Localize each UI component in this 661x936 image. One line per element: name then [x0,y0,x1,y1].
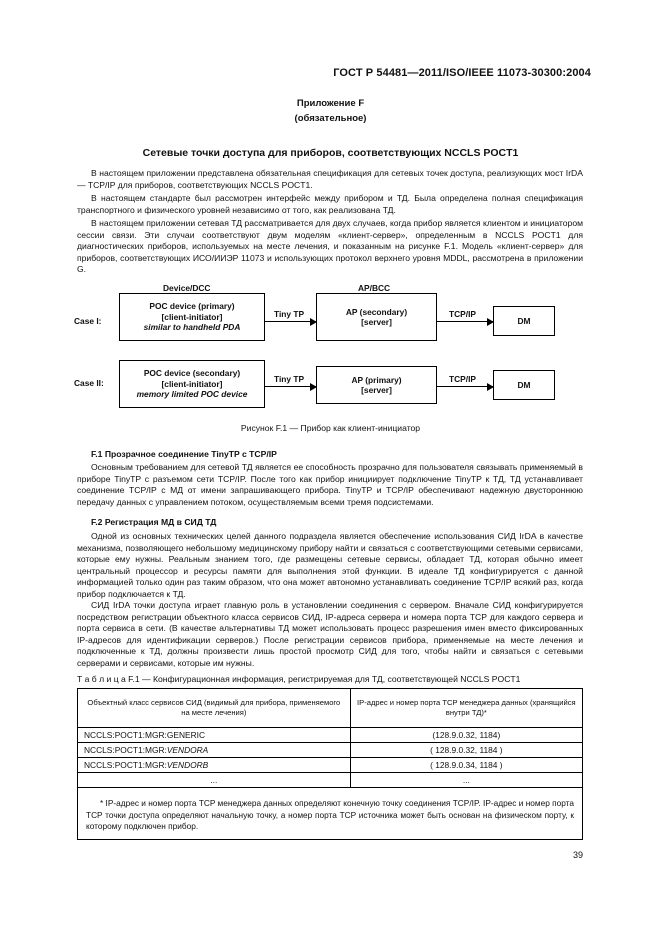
table-row [78,758,583,773]
case-2-device-note: memory limited POC device [136,389,248,400]
case-1-ap-box [316,293,437,341]
column-label-ap: AP/BCC [358,283,391,293]
case-1-ap-name: AP (secondary) [345,306,408,317]
case-1-label: Case I: [74,316,102,326]
case-2-tcpip-label: TCP/IP [449,374,476,384]
case-2-arrow-tcpip [437,386,493,387]
service-class-cell: ... [78,773,351,788]
case-1-device-role: [client-initiator] [161,311,223,322]
intro-paragraph-3: В настоящем приложении сетевая ТД рассматривается для двух случаев, когда прибор является клиентом и инициатором сессии связи. Эти случаи соответствуют двум моделям «клиент-сервер», определенным в NCCLS POCT1 для диагностических приборов, используемых на месте лечения, и показанным на рисунке F.1. Модель «клиент-сервер» для приборов, соответствующих ИСО/ИИЭР 11073 и использующих протокол верхнего уровня MDDL, рассмотрена в приложении G. [77,218,584,275]
section-f1-heading: F.1 Прозрачное соединение TinyTP с TCP/IP [91,449,277,459]
document-header: ГОСТ Р 54481—2011/ISO/IEEE 11073-30300:2004 [333,67,591,79]
ip-port-cell: (128.9.0.32, 1184) [350,728,582,743]
table-header-ip-port: IP-адрес и номер порта TCP менеджера данных (хранящийся внутри ТД)* [350,689,582,728]
figure-caption: Рисунок F.1 — Прибор как клиент-инициатор [240,423,421,433]
service-class-cell: NCCLS:POCT1:MGR:VENDORB [78,758,351,773]
case-1-dm-box [493,306,555,336]
case-2-tinytp-label: Tiny TP [274,374,305,384]
annex-status: (обязательное) [294,113,367,124]
case-2-dm-box [493,370,555,400]
config-table [77,688,583,840]
table-row [78,743,583,758]
table-header-row [78,689,583,728]
case-2-ap-role: [server] [361,385,392,395]
section-f2-paragraph-2: СИД IrDA точки доступа играет главную роль в установлении соединения с сервером. Вначале СИД конфигурируется посредством регистрации объектного класса сервисов СИД, IP-адреса сервера и номера порта TCP для каждого сервера и порта сервиса в сети. (В качестве альтернативы ТД может использовать процесс разрешения имен вместо фиксированных IP-адресов для идентификации серверов.) После регистрации сервисов прибора, применяемые на месте лечения и подключенные к ТД, должны произвести лишь простой просмотр СИД для того, чтобы найти и связаться с сетевыми серверами и сервисами, которые им нужны. [77,600,583,668]
page-number: 39 [572,850,583,860]
case-2-ap-box [316,366,437,404]
intro-paragraph-1: В настоящем приложении представлена обязательная спецификация для сетевых точек доступа, реализующих мост IrDA — TCP/IP для приборов, соответствующих NCCLS POCT1. [77,168,583,190]
section-f1-paragraph: Основным требованием для сетевой ТД является ее способность прозрачно для пользователя связывать применяемый в приборе TinyTP с разъемом сети TCP/IP. После того как прибор инициирует подключение TinyTP к ТД, ТД устанавливает соединение TCP/IP с МД от имени запрашивающего прибора. TinyTP и TCP/IP обеспечивают надежную двустороннюю передачу данных с управлением потоком, осуществляемым всеми тремя подсистемами. [77,462,583,507]
table-footnote: * IP-адрес и номер порта TCP менеджера данных определяют конечную точку соединения TCP/IP. IP-адрес и номер порта TCP точки доступа определяют начальную точку, а номер порта TCP источника может быть основан на физическом порту, к которому подключен прибор. [78,788,583,840]
section-f2-paragraph-1: Одной из основных технических целей данного подраздела является обеспечение использования СИД IrDA в качестве механизма, позволяющего небольшому медицинскому прибору найти и связаться с соответствующими сетевыми сервисами, которые ему нужны. Реальным знанием того, где размещены сетевые сервисы, обладает ТД, которая обычно имеет центральный процессор и ресурсы памяти для выполнения этой функции. В идеале ТД конфигурируется с данной информацией только один раз таким образом, что она может автономно устанавливать соединение TCP/IP всякий раз, когда прибор подключается к ТД. [77,531,583,599]
ip-port-cell: ... [350,773,582,788]
case-1-dm-label: DM [517,315,531,326]
case-2-device-name: POC device (secondary) [143,368,241,379]
table-title: Т а б л и ц а F.1 — Конфигурационная информация, регистрируемая для ТД, соответствующей NCCLS POCT1 [77,674,521,684]
case-1-device-box [119,293,265,341]
case-1-tcpip-label: TCP/IP [449,309,476,319]
section-f2-heading: F.2 Регистрация МД в СИД ТД [91,517,217,527]
case-1-tinytp-label: Tiny TP [274,309,305,319]
ip-port-cell: ( 128.9.0.34, 1184 ) [350,758,582,773]
table-row [78,728,583,743]
annex-heading [0,96,661,126]
column-label-device: Device/DCC [163,283,211,293]
case-2-device-box [119,360,265,408]
case-2-device-role: [client-initiator] [161,378,223,389]
case-1-ap-role: [server] [361,317,392,327]
case-1-arrow-tinytp [265,321,316,322]
case-1-arrow-tcpip [437,321,493,322]
case-2-arrow-tinytp [265,386,316,387]
table-header-service-class: Объектный класс сервисов СИД (видимый для прибора, применяемого на месте лечения) [78,689,351,728]
ip-port-cell: ( 128.9.0.32, 1184 ) [350,743,582,758]
service-class-cell: NCCLS:POCT1:MGR:GENERIC [78,728,351,743]
intro-paragraph-2: В настоящем стандарте был рассмотрен интерфейс между прибором и ТД. Была определена полная спецификация транспортного и физического уровней независимо от того, как реализована ТД. [77,193,583,215]
annex-label: Приложение F [296,98,365,109]
service-class-cell: NCCLS:POCT1:MGR:VENDORA [78,743,351,758]
annex-title: Сетевые точки доступа для приборов, соответствующих NCCLS POCT1 [142,147,519,159]
case-1-device-name: POC device (primary) [149,301,235,312]
table-footnote-row [78,788,583,840]
table-row [78,773,583,788]
case-2-dm-label: DM [517,379,531,390]
case-2-ap-name: AP (primary) [351,374,402,385]
case-1-device-note: similar to handheld PDA [143,322,241,333]
case-2-label: Case II: [74,378,104,388]
